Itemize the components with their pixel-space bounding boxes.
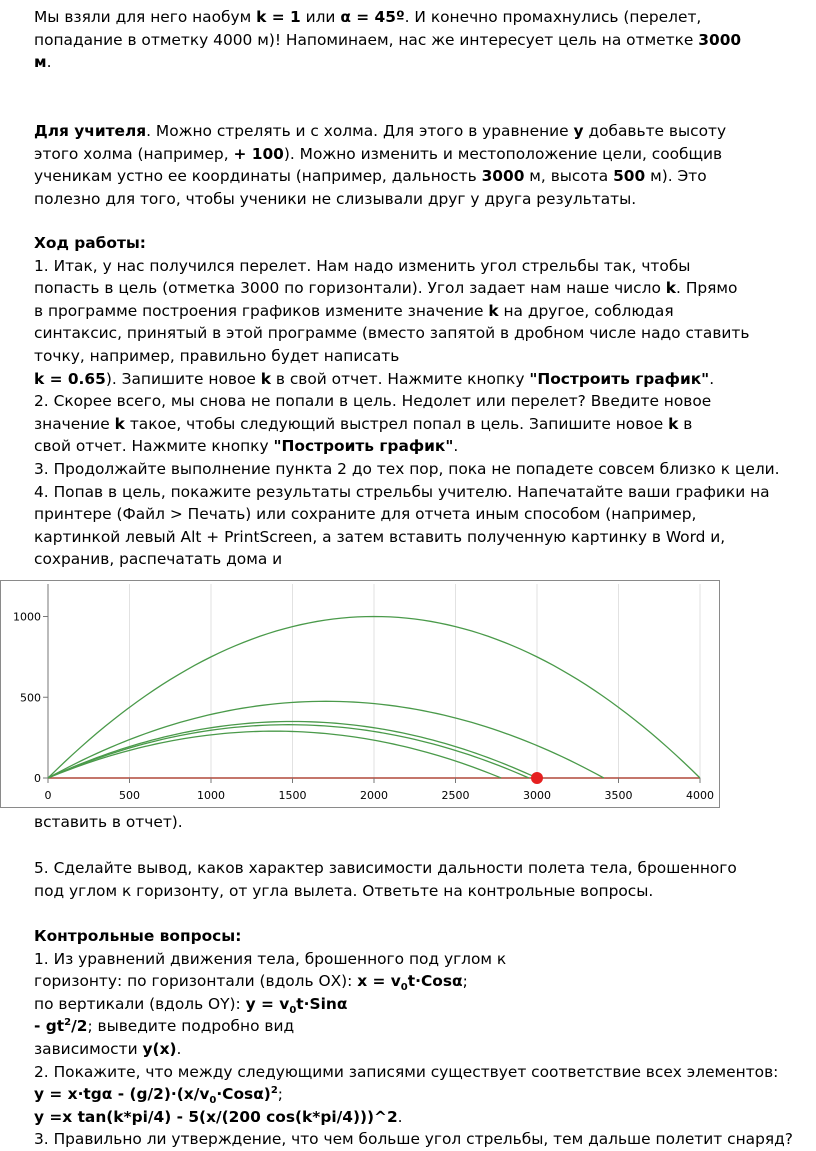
text: Мы взяли для него наобум	[34, 8, 257, 26]
x-tick-label: 2500	[441, 789, 470, 802]
text: сохранив, распечатать дома и	[34, 550, 283, 569]
y-symbol: y	[573, 122, 584, 140]
x-tick-label: 1000	[197, 789, 225, 802]
text: зависимости	[34, 1039, 143, 1058]
x-tick-label: 4000	[686, 789, 714, 802]
y-tick-label: 0	[34, 772, 41, 785]
alpha-value: α = 45º	[340, 8, 405, 26]
x-tick-label: 500	[119, 789, 140, 802]
k-example: k = 0.65	[34, 369, 106, 388]
subscript: 0	[289, 1004, 297, 1016]
text: .	[176, 1039, 182, 1058]
x-tick-label: 1500	[278, 789, 307, 802]
formula: t·Cosα	[407, 972, 463, 991]
text: м). Это	[645, 167, 707, 186]
k-symbol: k	[668, 414, 679, 433]
trajectory-chart	[0, 580, 720, 808]
text: . Можно стрелять и с холма. Для этого в уравнение	[146, 122, 574, 140]
text: попадание в отметку 4000 м)! Напоминаем, нас же интересует цель на отметке	[34, 30, 699, 49]
chart-svg	[0, 580, 720, 808]
text: свой отчет. Нажмите кнопку	[34, 437, 274, 456]
text: ;	[277, 1085, 283, 1104]
text: принтере (Файл > Печать) или сохраните для отчета иным способом (например,	[34, 505, 697, 524]
text: . И конечно промахнулись (перелет,	[404, 8, 702, 26]
hill-value: + 100	[233, 144, 284, 163]
k-symbol: k	[665, 279, 677, 298]
formula: y =x tan(k*pi/4) - 5(x/(200 cos(k*pi/4)))^2	[34, 1107, 398, 1126]
formula: x = v	[357, 972, 401, 991]
work-steps-continued	[34, 811, 804, 834]
formula: - gt	[34, 1017, 65, 1036]
text: ). Запишите новое	[105, 369, 261, 388]
teacher-paragraph	[34, 120, 804, 210]
text: или	[300, 8, 341, 26]
text: этого холма (например,	[34, 144, 234, 163]
text: 5. Сделайте вывод, каков характер зависимости дальности полета тела, брошенного	[34, 859, 737, 877]
text: полезно для того, чтобы ученики не слизывали друг у друга результаты.	[34, 189, 637, 208]
text: точку, например, правильно будет написать	[34, 346, 400, 365]
text: ; выведите подробно вид	[87, 1017, 295, 1036]
subscript: 0	[209, 1095, 217, 1107]
text: .	[709, 369, 715, 388]
x-tick-label: 2000	[360, 789, 388, 802]
text: горизонту: по горизонтали (вдоль ОХ):	[34, 972, 358, 991]
text: такое, чтобы следующий выстрел попал в цель. Запишите новое	[124, 414, 669, 433]
text: картинкой левый Alt + PrintScreen, а затем вставить полученную картинку в Word и,	[34, 527, 726, 546]
text: по вертикали (вдоль ОY):	[34, 994, 246, 1013]
height-value: 500	[613, 167, 646, 186]
build-chart-label: "Построить график"	[529, 369, 710, 388]
text: 1. Из уравнений движения тела, брошенного под углом к	[34, 949, 507, 968]
formula: y = x·tgα - (g/2)·(x/v	[34, 1085, 210, 1104]
text: 3. Правильно ли утверждение, что чем больше угол стрельбы, тем дальше полетит снаряд?	[34, 1130, 793, 1149]
distance-value: 3000	[481, 167, 525, 186]
text: значение	[34, 414, 115, 433]
text: 2. Покажите, что между следующими записями существует соответствие всех элементов:	[34, 1062, 779, 1081]
conclusion-paragraph	[34, 857, 804, 902]
text: ;	[462, 972, 468, 991]
k-symbol: k	[114, 414, 125, 433]
superscript: 2	[64, 1017, 72, 1029]
formula: /2	[71, 1017, 88, 1036]
text: вставить в отчет).	[34, 813, 183, 831]
text: синтаксис, принятый в этой программе (вместо запятой в дробном числе надо ставить	[34, 324, 750, 343]
text: 4. Попав в цель, покажите результаты стрельбы учителю. Напечатайте ваши графики на	[34, 482, 770, 501]
subscript: 0	[400, 982, 408, 994]
chart-frame	[1, 581, 720, 808]
text: 2. Скорее всего, мы снова не попали в цель. Недолет или перелет? Введите новое	[34, 392, 712, 411]
formula: y = v	[245, 994, 290, 1013]
text: м, высота	[524, 167, 614, 186]
text: . Прямо	[676, 279, 738, 298]
text: в	[678, 414, 693, 433]
k-symbol: k	[488, 301, 499, 320]
k-value: k = 1	[256, 8, 301, 26]
y-tick-label: 1000	[13, 610, 41, 624]
text: .	[397, 1107, 403, 1126]
control-questions	[34, 925, 804, 1151]
unit: м	[34, 53, 47, 72]
x-tick-label: 0	[44, 789, 52, 802]
x-tick-label: 3500	[604, 789, 633, 802]
questions-heading: Контрольные вопросы:	[34, 927, 242, 945]
text: на другое, соблюдая	[498, 301, 674, 320]
formula: t·Sinα	[296, 994, 348, 1013]
target-value: 3000	[698, 30, 742, 49]
text: добавьте высоту	[583, 122, 727, 140]
formula: ·Cosα)	[216, 1085, 271, 1104]
work-heading: Ход работы:	[34, 234, 146, 252]
y-tick-label: 500	[20, 691, 41, 705]
formula: y(x)	[142, 1039, 177, 1058]
x-tick-label: 3000	[523, 789, 551, 802]
text: под углом к горизонту, от угла вылета. Ответьте на контрольные вопросы.	[34, 881, 654, 900]
text: в программе построения графиков измените значение	[34, 301, 489, 320]
text: ). Можно изменить и местоположение цели, сообщив	[283, 144, 723, 163]
build-chart-label: "Построить график"	[273, 437, 454, 456]
text: .	[453, 437, 459, 456]
target-marker	[531, 772, 543, 784]
intro-paragraph	[34, 6, 804, 74]
text: .	[46, 53, 52, 72]
teacher-label: Для учителя	[34, 122, 147, 140]
text: попасть в цель (отметка 3000 по горизонтали). Угол задает нам наше число	[34, 279, 666, 298]
text: ученикам устно ее координаты (например, дальность	[34, 167, 482, 186]
text: 1. Итак, у нас получился перелет. Нам надо изменить угол стрельбы так, чтобы	[34, 256, 691, 275]
k-symbol: k	[260, 369, 271, 388]
work-steps	[34, 232, 804, 571]
text: в свой отчет. Нажмите кнопку	[270, 369, 530, 388]
superscript: 2	[270, 1085, 278, 1097]
text: 3. Продолжайте выполнение пункта 2 до тех пор, пока не попадете совсем близко к цели.	[34, 459, 780, 478]
